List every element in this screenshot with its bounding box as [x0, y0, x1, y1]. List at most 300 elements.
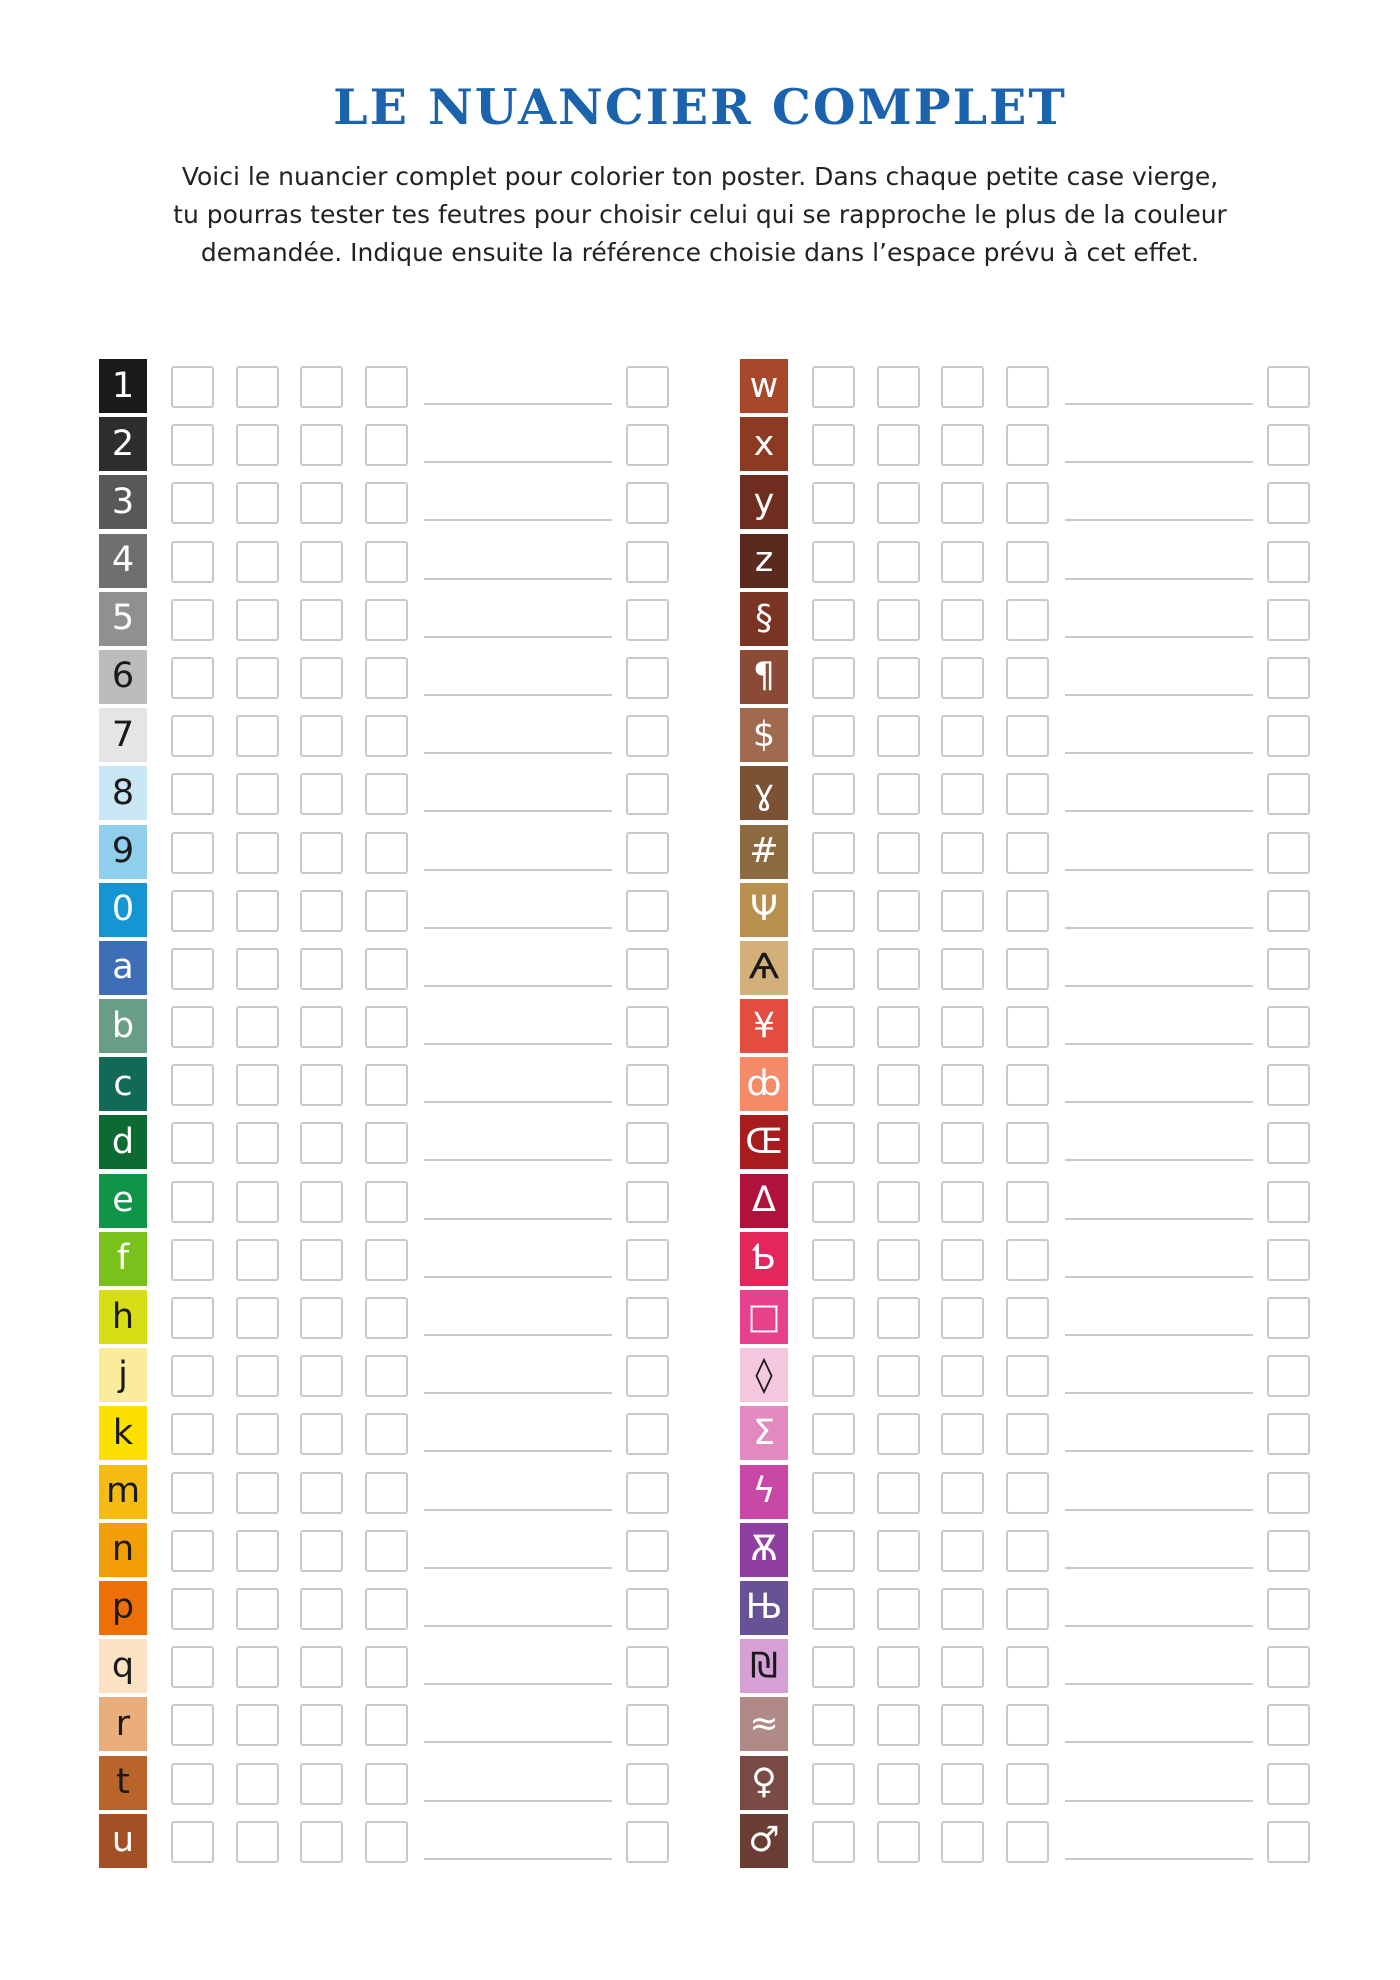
reference-line[interactable]: [424, 1392, 612, 1394]
test-box-4[interactable]: [1006, 773, 1049, 815]
test-box-4[interactable]: [1006, 1006, 1049, 1048]
test-box-2[interactable]: [236, 1588, 279, 1630]
test-box-2[interactable]: [877, 1704, 920, 1746]
test-box-1[interactable]: [812, 599, 855, 641]
test-box-1[interactable]: [171, 482, 214, 524]
test-box-4[interactable]: [365, 773, 408, 815]
reference-line[interactable]: [1065, 1218, 1253, 1220]
test-box-4[interactable]: [365, 1413, 408, 1455]
test-box-4[interactable]: [1006, 832, 1049, 874]
test-box-4[interactable]: [1006, 1704, 1049, 1746]
final-check-box[interactable]: [626, 1646, 669, 1688]
test-box-2[interactable]: [877, 1588, 920, 1630]
test-box-3[interactable]: [941, 1646, 984, 1688]
reference-line[interactable]: [424, 1509, 612, 1511]
test-box-4[interactable]: [1006, 1763, 1049, 1805]
test-box-3[interactable]: [300, 599, 343, 641]
test-box-4[interactable]: [1006, 948, 1049, 990]
test-box-2[interactable]: [236, 1530, 279, 1572]
test-box-2[interactable]: [236, 1181, 279, 1223]
test-box-4[interactable]: [1006, 1297, 1049, 1339]
reference-line[interactable]: [1065, 1159, 1253, 1161]
test-box-4[interactable]: [365, 1588, 408, 1630]
test-box-3[interactable]: [300, 1704, 343, 1746]
reference-line[interactable]: [1065, 519, 1253, 521]
test-box-3[interactable]: [300, 1530, 343, 1572]
test-box-4[interactable]: [365, 541, 408, 583]
test-box-4[interactable]: [365, 1122, 408, 1164]
test-box-2[interactable]: [236, 1297, 279, 1339]
test-box-1[interactable]: [171, 890, 214, 932]
test-box-4[interactable]: [365, 1355, 408, 1397]
reference-line[interactable]: [1065, 985, 1253, 987]
test-box-1[interactable]: [812, 1297, 855, 1339]
test-box-2[interactable]: [236, 657, 279, 699]
test-box-2[interactable]: [877, 657, 920, 699]
test-box-1[interactable]: [812, 1646, 855, 1688]
final-check-box[interactable]: [1267, 715, 1310, 757]
test-box-2[interactable]: [236, 366, 279, 408]
reference-line[interactable]: [1065, 1509, 1253, 1511]
test-box-3[interactable]: [300, 832, 343, 874]
test-box-3[interactable]: [300, 424, 343, 466]
test-box-1[interactable]: [171, 1472, 214, 1514]
test-box-4[interactable]: [1006, 1588, 1049, 1630]
test-box-1[interactable]: [812, 1006, 855, 1048]
test-box-4[interactable]: [365, 948, 408, 990]
final-check-box[interactable]: [626, 715, 669, 757]
reference-line[interactable]: [424, 1683, 612, 1685]
test-box-1[interactable]: [812, 1181, 855, 1223]
final-check-box[interactable]: [626, 657, 669, 699]
test-box-4[interactable]: [1006, 366, 1049, 408]
test-box-1[interactable]: [171, 832, 214, 874]
test-box-3[interactable]: [300, 482, 343, 524]
test-box-4[interactable]: [365, 657, 408, 699]
test-box-2[interactable]: [877, 1472, 920, 1514]
final-check-box[interactable]: [626, 773, 669, 815]
final-check-box[interactable]: [626, 424, 669, 466]
test-box-1[interactable]: [171, 1530, 214, 1572]
test-box-4[interactable]: [365, 1472, 408, 1514]
test-box-2[interactable]: [236, 1355, 279, 1397]
test-box-2[interactable]: [236, 541, 279, 583]
final-check-box[interactable]: [626, 482, 669, 524]
test-box-4[interactable]: [1006, 424, 1049, 466]
test-box-2[interactable]: [236, 1006, 279, 1048]
test-box-1[interactable]: [812, 541, 855, 583]
test-box-3[interactable]: [300, 1181, 343, 1223]
final-check-box[interactable]: [1267, 1413, 1310, 1455]
final-check-box[interactable]: [1267, 948, 1310, 990]
reference-line[interactable]: [424, 694, 612, 696]
final-check-box[interactable]: [1267, 1646, 1310, 1688]
test-box-2[interactable]: [236, 1064, 279, 1106]
test-box-2[interactable]: [877, 366, 920, 408]
reference-line[interactable]: [424, 636, 612, 638]
final-check-box[interactable]: [626, 948, 669, 990]
test-box-2[interactable]: [877, 832, 920, 874]
reference-line[interactable]: [424, 1567, 612, 1569]
final-check-box[interactable]: [626, 1763, 669, 1805]
test-box-1[interactable]: [812, 1413, 855, 1455]
reference-line[interactable]: [424, 810, 612, 812]
test-box-1[interactable]: [171, 1704, 214, 1746]
reference-line[interactable]: [1065, 1858, 1253, 1860]
reference-line[interactable]: [424, 519, 612, 521]
test-box-2[interactable]: [236, 1122, 279, 1164]
test-box-1[interactable]: [171, 1064, 214, 1106]
reference-line[interactable]: [1065, 1101, 1253, 1103]
test-box-4[interactable]: [365, 715, 408, 757]
test-box-1[interactable]: [171, 773, 214, 815]
final-check-box[interactable]: [1267, 541, 1310, 583]
final-check-box[interactable]: [626, 1413, 669, 1455]
test-box-3[interactable]: [300, 1355, 343, 1397]
test-box-4[interactable]: [365, 890, 408, 932]
test-box-4[interactable]: [1006, 1181, 1049, 1223]
final-check-box[interactable]: [626, 1472, 669, 1514]
final-check-box[interactable]: [1267, 1763, 1310, 1805]
test-box-4[interactable]: [365, 1530, 408, 1572]
test-box-3[interactable]: [941, 1530, 984, 1572]
test-box-4[interactable]: [365, 832, 408, 874]
reference-line[interactable]: [1065, 1334, 1253, 1336]
test-box-4[interactable]: [365, 482, 408, 524]
test-box-2[interactable]: [236, 1413, 279, 1455]
reference-line[interactable]: [424, 927, 612, 929]
test-box-2[interactable]: [877, 1413, 920, 1455]
test-box-2[interactable]: [877, 482, 920, 524]
final-check-box[interactable]: [1267, 424, 1310, 466]
test-box-3[interactable]: [941, 1763, 984, 1805]
test-box-4[interactable]: [1006, 1472, 1049, 1514]
test-box-2[interactable]: [877, 1181, 920, 1223]
final-check-box[interactable]: [1267, 657, 1310, 699]
test-box-2[interactable]: [877, 599, 920, 641]
test-box-3[interactable]: [941, 1588, 984, 1630]
final-check-box[interactable]: [1267, 1530, 1310, 1572]
reference-line[interactable]: [424, 985, 612, 987]
test-box-3[interactable]: [941, 1355, 984, 1397]
reference-line[interactable]: [1065, 927, 1253, 929]
final-check-box[interactable]: [626, 1355, 669, 1397]
test-box-3[interactable]: [941, 1006, 984, 1048]
reference-line[interactable]: [1065, 1450, 1253, 1452]
test-box-1[interactable]: [171, 1821, 214, 1863]
test-box-1[interactable]: [812, 1821, 855, 1863]
test-box-2[interactable]: [877, 948, 920, 990]
reference-line[interactable]: [1065, 694, 1253, 696]
final-check-box[interactable]: [1267, 890, 1310, 932]
test-box-1[interactable]: [812, 482, 855, 524]
test-box-2[interactable]: [877, 1006, 920, 1048]
test-box-3[interactable]: [300, 890, 343, 932]
final-check-box[interactable]: [1267, 1006, 1310, 1048]
final-check-box[interactable]: [1267, 832, 1310, 874]
test-box-4[interactable]: [1006, 715, 1049, 757]
final-check-box[interactable]: [1267, 482, 1310, 524]
final-check-box[interactable]: [626, 1064, 669, 1106]
test-box-1[interactable]: [812, 1064, 855, 1106]
final-check-box[interactable]: [1267, 1704, 1310, 1746]
reference-line[interactable]: [1065, 1043, 1253, 1045]
test-box-3[interactable]: [941, 1472, 984, 1514]
test-box-1[interactable]: [812, 1472, 855, 1514]
reference-line[interactable]: [1065, 1567, 1253, 1569]
reference-line[interactable]: [424, 1043, 612, 1045]
final-check-box[interactable]: [1267, 1355, 1310, 1397]
final-check-box[interactable]: [626, 1239, 669, 1281]
test-box-1[interactable]: [171, 1355, 214, 1397]
reference-line[interactable]: [424, 1334, 612, 1336]
test-box-3[interactable]: [300, 366, 343, 408]
test-box-2[interactable]: [236, 715, 279, 757]
reference-line[interactable]: [424, 578, 612, 580]
test-box-1[interactable]: [171, 599, 214, 641]
final-check-box[interactable]: [626, 1181, 669, 1223]
test-box-2[interactable]: [236, 1821, 279, 1863]
test-box-4[interactable]: [365, 1181, 408, 1223]
test-box-4[interactable]: [1006, 482, 1049, 524]
final-check-box[interactable]: [1267, 1181, 1310, 1223]
test-box-1[interactable]: [812, 1763, 855, 1805]
test-box-3[interactable]: [941, 541, 984, 583]
test-box-2[interactable]: [236, 424, 279, 466]
test-box-4[interactable]: [365, 1821, 408, 1863]
test-box-1[interactable]: [171, 366, 214, 408]
test-box-4[interactable]: [1006, 1821, 1049, 1863]
reference-line[interactable]: [424, 1800, 612, 1802]
test-box-1[interactable]: [812, 1588, 855, 1630]
test-box-4[interactable]: [1006, 1355, 1049, 1397]
test-box-1[interactable]: [812, 715, 855, 757]
test-box-3[interactable]: [941, 773, 984, 815]
test-box-1[interactable]: [812, 832, 855, 874]
test-box-3[interactable]: [941, 832, 984, 874]
test-box-2[interactable]: [877, 1530, 920, 1572]
test-box-2[interactable]: [236, 1763, 279, 1805]
test-box-1[interactable]: [812, 1122, 855, 1164]
final-check-box[interactable]: [626, 890, 669, 932]
test-box-4[interactable]: [365, 424, 408, 466]
final-check-box[interactable]: [626, 1821, 669, 1863]
test-box-3[interactable]: [941, 715, 984, 757]
test-box-3[interactable]: [300, 1297, 343, 1339]
final-check-box[interactable]: [626, 1530, 669, 1572]
reference-line[interactable]: [424, 1625, 612, 1627]
test-box-2[interactable]: [236, 482, 279, 524]
test-box-3[interactable]: [300, 1588, 343, 1630]
test-box-1[interactable]: [812, 948, 855, 990]
test-box-3[interactable]: [941, 1413, 984, 1455]
reference-line[interactable]: [1065, 810, 1253, 812]
final-check-box[interactable]: [1267, 1297, 1310, 1339]
test-box-3[interactable]: [941, 1821, 984, 1863]
test-box-4[interactable]: [365, 1646, 408, 1688]
final-check-box[interactable]: [626, 1588, 669, 1630]
final-check-box[interactable]: [626, 1704, 669, 1746]
test-box-1[interactable]: [171, 1646, 214, 1688]
test-box-2[interactable]: [236, 1646, 279, 1688]
reference-line[interactable]: [424, 869, 612, 871]
reference-line[interactable]: [424, 1741, 612, 1743]
test-box-3[interactable]: [300, 657, 343, 699]
test-box-2[interactable]: [877, 773, 920, 815]
test-box-1[interactable]: [171, 424, 214, 466]
test-box-1[interactable]: [812, 424, 855, 466]
test-box-3[interactable]: [300, 1064, 343, 1106]
test-box-4[interactable]: [1006, 657, 1049, 699]
test-box-3[interactable]: [941, 599, 984, 641]
test-box-3[interactable]: [941, 482, 984, 524]
test-box-3[interactable]: [941, 890, 984, 932]
reference-line[interactable]: [424, 1218, 612, 1220]
test-box-2[interactable]: [877, 1297, 920, 1339]
test-box-1[interactable]: [812, 1704, 855, 1746]
test-box-1[interactable]: [812, 657, 855, 699]
reference-line[interactable]: [1065, 752, 1253, 754]
test-box-1[interactable]: [812, 1239, 855, 1281]
test-box-1[interactable]: [171, 1297, 214, 1339]
reference-line[interactable]: [1065, 578, 1253, 580]
test-box-3[interactable]: [300, 1821, 343, 1863]
test-box-3[interactable]: [941, 1297, 984, 1339]
test-box-3[interactable]: [941, 1064, 984, 1106]
test-box-2[interactable]: [877, 1122, 920, 1164]
reference-line[interactable]: [1065, 1741, 1253, 1743]
final-check-box[interactable]: [1267, 1239, 1310, 1281]
reference-line[interactable]: [1065, 403, 1253, 405]
test-box-1[interactable]: [171, 1763, 214, 1805]
final-check-box[interactable]: [1267, 773, 1310, 815]
test-box-2[interactable]: [877, 1064, 920, 1106]
test-box-3[interactable]: [300, 1006, 343, 1048]
reference-line[interactable]: [1065, 1683, 1253, 1685]
test-box-1[interactable]: [171, 1239, 214, 1281]
test-box-1[interactable]: [812, 366, 855, 408]
test-box-3[interactable]: [941, 366, 984, 408]
test-box-4[interactable]: [1006, 1646, 1049, 1688]
test-box-2[interactable]: [877, 1763, 920, 1805]
test-box-2[interactable]: [236, 773, 279, 815]
test-box-3[interactable]: [300, 1413, 343, 1455]
test-box-1[interactable]: [171, 715, 214, 757]
test-box-4[interactable]: [365, 1064, 408, 1106]
test-box-3[interactable]: [300, 1763, 343, 1805]
test-box-2[interactable]: [877, 890, 920, 932]
reference-line[interactable]: [1065, 1392, 1253, 1394]
test-box-1[interactable]: [171, 948, 214, 990]
test-box-3[interactable]: [941, 948, 984, 990]
test-box-3[interactable]: [300, 1239, 343, 1281]
final-check-box[interactable]: [1267, 1588, 1310, 1630]
test-box-4[interactable]: [1006, 1122, 1049, 1164]
test-box-2[interactable]: [877, 1821, 920, 1863]
final-check-box[interactable]: [626, 599, 669, 641]
final-check-box[interactable]: [1267, 366, 1310, 408]
test-box-3[interactable]: [300, 773, 343, 815]
test-box-2[interactable]: [236, 832, 279, 874]
reference-line[interactable]: [1065, 1800, 1253, 1802]
final-check-box[interactable]: [626, 1122, 669, 1164]
reference-line[interactable]: [1065, 461, 1253, 463]
final-check-box[interactable]: [1267, 1122, 1310, 1164]
final-check-box[interactable]: [1267, 1472, 1310, 1514]
test-box-4[interactable]: [365, 1006, 408, 1048]
reference-line[interactable]: [424, 1276, 612, 1278]
test-box-1[interactable]: [812, 1355, 855, 1397]
test-box-3[interactable]: [941, 1122, 984, 1164]
test-box-4[interactable]: [365, 1704, 408, 1746]
test-box-2[interactable]: [236, 1239, 279, 1281]
test-box-3[interactable]: [300, 1472, 343, 1514]
reference-line[interactable]: [1065, 1276, 1253, 1278]
test-box-1[interactable]: [171, 1588, 214, 1630]
test-box-1[interactable]: [812, 1530, 855, 1572]
test-box-2[interactable]: [236, 1704, 279, 1746]
test-box-3[interactable]: [300, 1646, 343, 1688]
test-box-1[interactable]: [171, 1181, 214, 1223]
test-box-2[interactable]: [877, 1355, 920, 1397]
test-box-3[interactable]: [941, 657, 984, 699]
reference-line[interactable]: [1065, 636, 1253, 638]
test-box-3[interactable]: [300, 715, 343, 757]
final-check-box[interactable]: [626, 1006, 669, 1048]
test-box-3[interactable]: [300, 1122, 343, 1164]
test-box-1[interactable]: [171, 1122, 214, 1164]
test-box-4[interactable]: [1006, 541, 1049, 583]
test-box-3[interactable]: [300, 541, 343, 583]
test-box-3[interactable]: [941, 1239, 984, 1281]
reference-line[interactable]: [424, 1101, 612, 1103]
reference-line[interactable]: [424, 461, 612, 463]
reference-line[interactable]: [424, 1858, 612, 1860]
test-box-2[interactable]: [236, 948, 279, 990]
test-box-4[interactable]: [1006, 1413, 1049, 1455]
final-check-box[interactable]: [1267, 1821, 1310, 1863]
test-box-1[interactable]: [171, 657, 214, 699]
test-box-2[interactable]: [877, 1239, 920, 1281]
reference-line[interactable]: [1065, 1625, 1253, 1627]
test-box-1[interactable]: [812, 890, 855, 932]
test-box-3[interactable]: [941, 1704, 984, 1746]
final-check-box[interactable]: [626, 1297, 669, 1339]
final-check-box[interactable]: [1267, 599, 1310, 641]
test-box-1[interactable]: [812, 773, 855, 815]
test-box-3[interactable]: [941, 1181, 984, 1223]
reference-line[interactable]: [424, 752, 612, 754]
test-box-2[interactable]: [877, 1646, 920, 1688]
reference-line[interactable]: [424, 403, 612, 405]
test-box-4[interactable]: [1006, 1239, 1049, 1281]
test-box-3[interactable]: [300, 948, 343, 990]
test-box-4[interactable]: [365, 1297, 408, 1339]
reference-line[interactable]: [424, 1159, 612, 1161]
test-box-2[interactable]: [236, 890, 279, 932]
reference-line[interactable]: [424, 1450, 612, 1452]
test-box-1[interactable]: [171, 1413, 214, 1455]
test-box-4[interactable]: [365, 366, 408, 408]
test-box-4[interactable]: [365, 1763, 408, 1805]
test-box-2[interactable]: [236, 599, 279, 641]
test-box-2[interactable]: [877, 541, 920, 583]
test-box-4[interactable]: [365, 599, 408, 641]
test-box-4[interactable]: [1006, 1064, 1049, 1106]
reference-line[interactable]: [1065, 869, 1253, 871]
test-box-3[interactable]: [941, 424, 984, 466]
test-box-4[interactable]: [1006, 1530, 1049, 1572]
